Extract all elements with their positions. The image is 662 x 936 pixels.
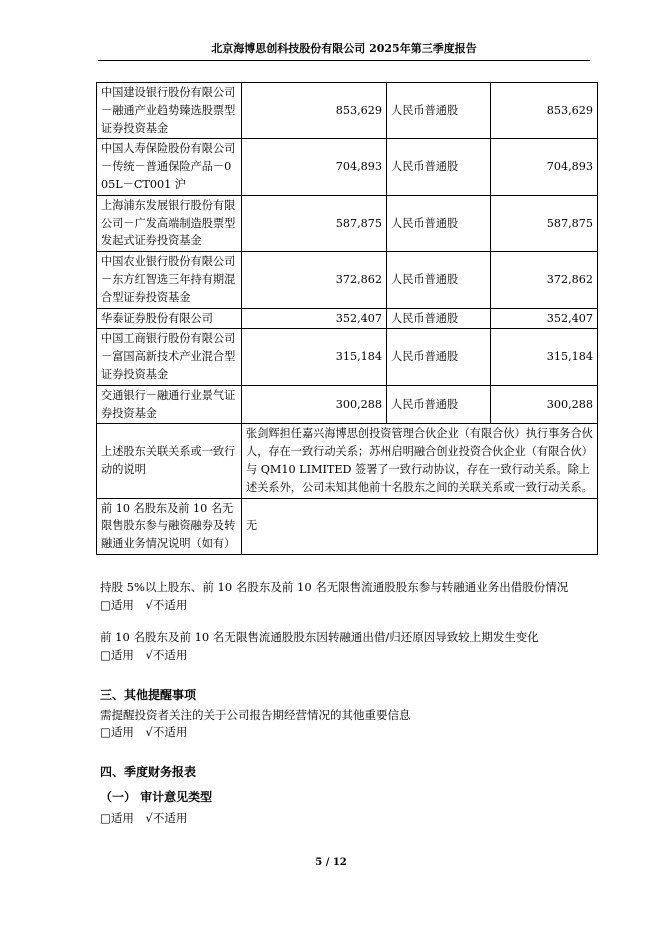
shareholders-table-body — [97, 83, 598, 555]
holder-shares: 372,862 — [242, 252, 387, 308]
class-shares: 704,893 — [491, 139, 598, 195]
holder-name: 华泰证券股份有限公司 — [97, 308, 242, 329]
not-applicable-checkbox[interactable]: √不适用 — [145, 598, 188, 612]
holder-name: 中国农业银行股份有限公司－东方红智选三年持有期混合型证券投资基金 — [97, 252, 242, 308]
holder-name: 中国建设银行股份有限公司－融通产业趋势臻选股票型证券投资基金 — [97, 83, 242, 139]
share-class: 人民币普通股 — [387, 139, 491, 195]
relation-text: 张剑辉担任嘉兴海博思创投资管理合伙企业（有限合伙）执行事务合伙人，存在一致行动关系；苏州启明融合创业投资合伙企业（有限合伙）与 QM10 LIMITED 签署了一致行动协议，存在一致行动关系。除上述关系外，公司未知其他前十名股东之间的关联关系或一致行动关系。 — [242, 424, 598, 498]
section-4-subtitle: （一） 审计意见类型 — [100, 790, 213, 804]
applicable-checkbox[interactable]: □适用 — [100, 725, 134, 739]
note-change-text: 前 10 名股东及前 10 名无限售流通股股东因转融通出借/归还原因导致较上期发生变化 — [100, 630, 539, 644]
note-change-options — [100, 646, 600, 664]
not-applicable-checkbox[interactable]: √不适用 — [145, 811, 188, 825]
holder-shares: 352,407 — [242, 308, 387, 329]
section-4-title: 四、季度财务报表 — [100, 765, 197, 779]
class-shares: 315,184 — [491, 329, 598, 385]
relation-row — [97, 424, 598, 498]
table-row — [97, 139, 598, 195]
holder-shares: 300,288 — [242, 385, 387, 424]
page-number: 5 / 12 — [315, 857, 347, 868]
class-shares: 587,875 — [491, 195, 598, 251]
class-shares: 300,288 — [491, 385, 598, 424]
class-shares: 853,629 — [491, 83, 598, 139]
not-applicable-checkbox[interactable]: √不适用 — [145, 725, 188, 739]
section-3-options — [100, 723, 600, 741]
holder-shares: 704,893 — [242, 139, 387, 195]
holder-name: 交通银行－融通行业景气证券投资基金 — [97, 385, 242, 424]
holder-shares: 587,875 — [242, 195, 387, 251]
table-row — [97, 329, 598, 385]
report-header: 北京海博思创科技股份有限公司 2025年第三季度报告 — [211, 42, 477, 55]
applicable-checkbox[interactable]: □适用 — [100, 811, 134, 825]
share-class: 人民币普通股 — [387, 308, 491, 329]
margin-row — [97, 498, 598, 554]
holder-name: 中国人寿保险股份有限公司－传统－普通保险产品－005L－CT001 沪 — [97, 139, 242, 195]
applicable-checkbox[interactable]: □适用 — [100, 648, 134, 662]
share-class: 人民币普通股 — [387, 385, 491, 424]
holder-name: 上海浦东发展银行股份有限公司－广发高端制造股票型发起式证券投资基金 — [97, 195, 242, 251]
margin-label: 前 10 名股东及前 10 名无限售股东参与融资融券及转融通业务情况说明（如有） — [97, 498, 242, 554]
section-3-text: 需提醒投资者关注的关于公司报告期经营情况的其他重要信息 — [100, 708, 411, 722]
section-3-title: 三、其他提醒事项 — [100, 688, 197, 702]
table-row — [97, 252, 598, 308]
class-shares: 352,407 — [491, 308, 598, 329]
table-row — [97, 83, 598, 139]
holder-shares: 315,184 — [242, 329, 387, 385]
note-lending-text: 持股 5%以上股东、前 10 名股东及前 10 名无限售流通股股东参与转融通业务出借股份情况 — [100, 580, 569, 594]
applicable-checkbox[interactable]: □适用 — [100, 598, 134, 612]
header-rule — [98, 60, 590, 61]
section-4-options — [100, 809, 600, 827]
share-class: 人民币普通股 — [387, 83, 491, 139]
table-row — [97, 308, 598, 329]
share-class: 人民币普通股 — [387, 329, 491, 385]
relation-label: 上述股东关联关系或一致行动的说明 — [97, 424, 242, 498]
share-class: 人民币普通股 — [387, 195, 491, 251]
note-lending-options — [100, 596, 600, 614]
margin-text: 无 — [242, 498, 598, 554]
class-shares: 372,862 — [491, 252, 598, 308]
table-row — [97, 385, 598, 424]
table-row — [97, 195, 598, 251]
not-applicable-checkbox[interactable]: √不适用 — [145, 648, 188, 662]
holder-shares: 853,629 — [242, 83, 387, 139]
shareholders-table — [96, 82, 598, 555]
holder-name: 中国工商银行股份有限公司－富国高新技术产业混合型证券投资基金 — [97, 329, 242, 385]
share-class: 人民币普通股 — [387, 252, 491, 308]
